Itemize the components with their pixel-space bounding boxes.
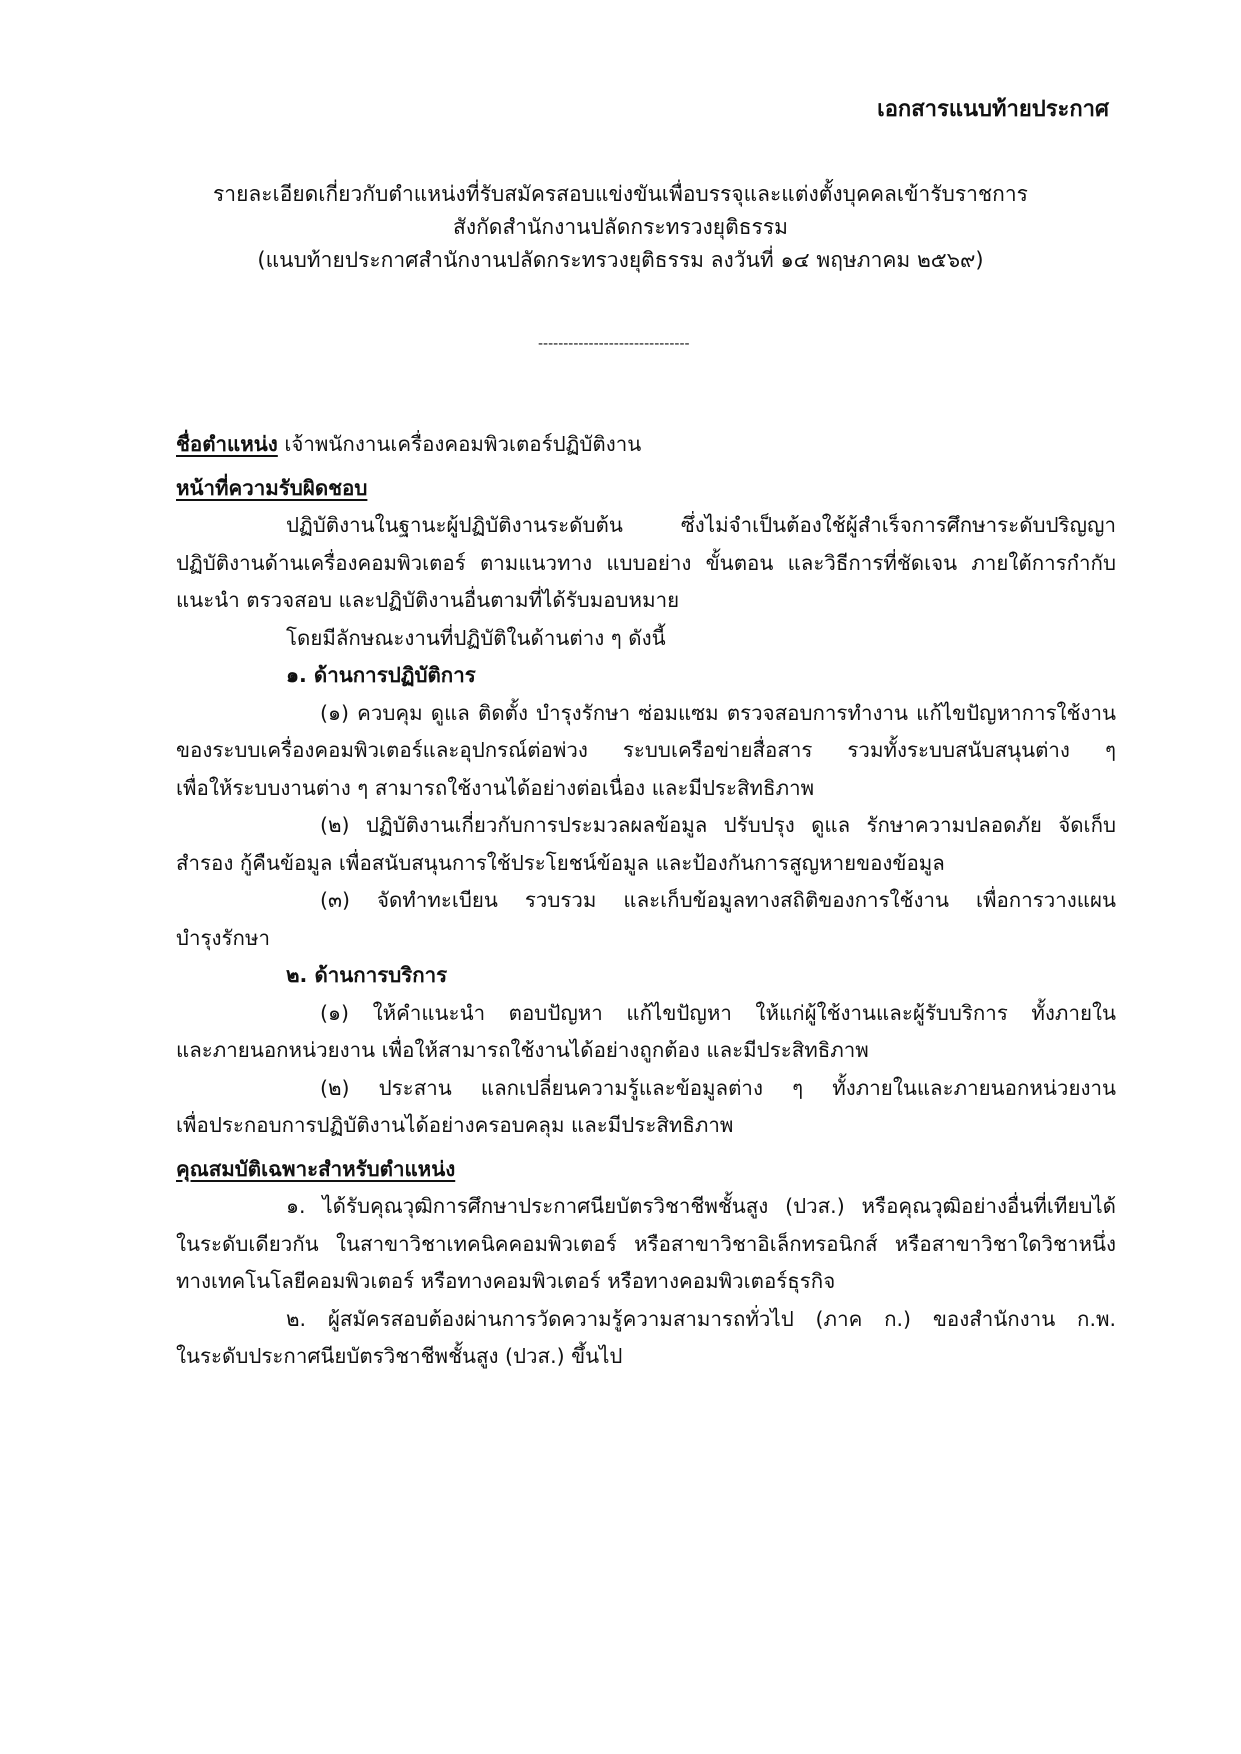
section-title-operations: ๑. ด้านการปฏิบัติการ — [286, 663, 476, 687]
duty-item-line: ของระบบเครื่องคอมพิวเตอร์และอุปกรณ์ต่อพ่วง ระบบเครือข่ายสื่อสาร รวมทั้งระบบสนับสนุนต่าง ๆ — [176, 738, 1116, 762]
document-header — [0, 178, 1241, 277]
duty-item-line: และภายนอกหน่วยงาน เพื่อให้สามารถใช้งานได้อย่างถูกต้อง และมีประสิทธิภาพ — [176, 1038, 869, 1062]
header-affiliation-line: สังกัดสำนักงานปลัดกระทรวงยุติธรรม — [453, 215, 788, 239]
duty-item-line: (๑) ควบคุม ดูแล ติดตั้ง บำรุงรักษา ซ่อมแซม ตรวจสอบการทำงาน แก้ไขปัญหาการใช้งาน — [320, 700, 1116, 725]
qualification-line: ในระดับประกาศนียบัตรวิชาชีพชั้นสูง (ปวส.) ขึ้นไป — [176, 1344, 623, 1368]
position-value: เจ้าพนักงานเครื่องคอมพิวเตอร์ปฏิบัติงาน — [284, 432, 642, 456]
divider-line: ------------------------------ — [538, 336, 690, 352]
document-body — [176, 426, 1116, 1376]
duties-heading: หน้าที่ความรับผิดชอบ — [176, 475, 368, 500]
qualification-line: ๑. ได้รับคุณวุฒิการศึกษาประกาศนียบัตรวิชาชีพชั้นสูง (ปวส.) หรือคุณวุฒิอย่างอื่นที่เทียบได้ — [286, 1194, 1116, 1218]
qualifications-heading-row — [176, 1151, 1116, 1189]
duty-item-line: บำรุงรักษา — [176, 925, 270, 950]
duties-intro-line: แนะนำ ตรวจสอบ และปฏิบัติงานอื่นตามที่ได้รับมอบหมาย — [176, 588, 680, 612]
header-reference-line: (แนบท้ายประกาศสำนักงานปลัดกระทรวงยุติธรรม ลงวันที่ ๑๔ พฤษภาคม ๒๕๖๙) — [257, 248, 984, 272]
duty-item-line: เพื่อประกอบการปฏิบัติงานได้อย่างครอบคลุม และมีประสิทธิภาพ — [176, 1113, 734, 1137]
duty-item-line: สำรอง กู้คืนข้อมูล เพื่อสนับสนุนการใช้ประโยชน์ข้อมูล และป้องกันการสูญหายของข้อมูล — [176, 850, 945, 875]
qualification-line: ๒. ผู้สมัครสอบต้องผ่านการวัดความรู้ความสามารถทั่วไป (ภาค ก.) ของสำนักงาน ก.พ. — [286, 1306, 1116, 1331]
position-label: ชื่อตำแหน่ง — [176, 432, 278, 456]
qualification-line: ทางเทคโนโลยีคอมพิวเตอร์ หรือทางคอมพิวเตอร์ หรือทางคอมพิวเตอร์ธุรกิจ — [176, 1269, 836, 1293]
duty-item-line: (๒) ประสาน แลกเปลี่ยนความรู้และข้อมูลต่าง ๆ ทั้งภายในและภายนอกหน่วยงาน — [320, 1075, 1116, 1100]
qualifications-heading: คุณสมบัติเฉพาะสำหรับตำแหน่ง — [176, 1156, 456, 1181]
duties-intro-line: ปฏิบัติงานในฐานะผู้ปฏิบัติงานระดับต้น ซึ่งไม่จำเป็นต้องใช้ผู้สำเร็จการศึกษาระดับปริญญา — [286, 513, 1116, 537]
duty-item-line: (๑) ให้คำแนะนำ ตอบปัญหา แก้ไขปัญหา ให้แก่ผู้ใช้งานและผู้รับบริการ ทั้งภายใน — [320, 1000, 1116, 1025]
header-title-line: รายละเอียดเกี่ยวกับตำแหน่งที่รับสมัครสอบแข่งขันเพื่อบรรจุและแต่งตั้งบุคคลเข้ารับราชการ — [213, 182, 1028, 206]
section-title-services: ๒. ด้านการบริการ — [286, 963, 448, 987]
duties-intro-line: ปฏิบัติงานด้านเครื่องคอมพิวเตอร์ ตามแนวทาง แบบอย่าง ขั้นตอน และวิธีการที่ชัดเจน ภายใต้การกำกับ — [176, 550, 1116, 575]
duty-item-line: เพื่อให้ระบบงานต่าง ๆ สามารถใช้งานได้อย่างต่อเนื่อง และมีประสิทธิภาพ — [176, 775, 815, 800]
duty-item-line: (๒) ปฏิบัติงานเกี่ยวกับการประมวลผลข้อมูล ปรับปรุง ดูแล รักษาความปลอดภัย จัดเก็บ — [320, 813, 1116, 837]
duties-intro-line: โดยมีลักษณะงานที่ปฏิบัติในด้านต่าง ๆ ดังนี้ — [286, 625, 666, 650]
duty-item-line: (๓) จัดทำทะเบียน รวบรวม และเก็บข้อมูลทางสถิติของการใช้งาน เพื่อการวางแผน — [320, 888, 1116, 912]
position-row — [176, 426, 1116, 464]
annex-label: เอกสารแนบท้ายประกาศ — [877, 97, 1109, 122]
duties-heading-row — [176, 470, 1116, 508]
qualification-line: ในระดับเดียวกัน ในสาขาวิชาเทคนิคคอมพิวเตอร์ หรือสาขาวิชาอิเล็กทรอนิกส์ หรือสาขาวิชาใดวิชาหนึ่ง — [176, 1231, 1116, 1256]
